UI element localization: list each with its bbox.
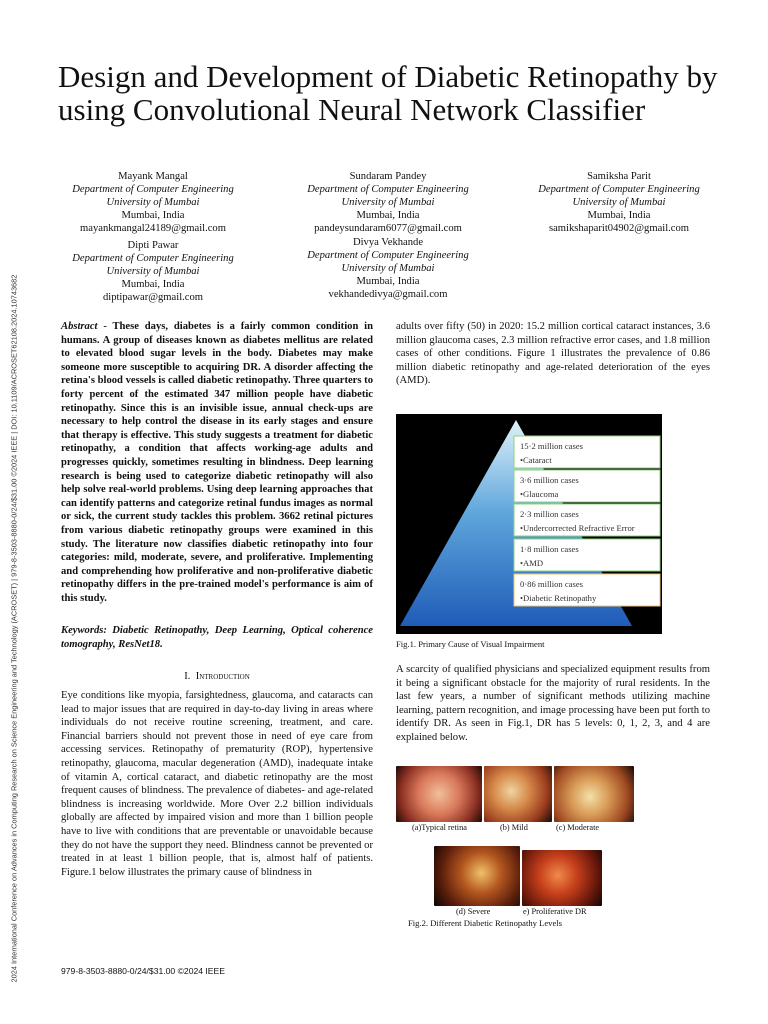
section-number: I.	[184, 671, 191, 682]
panel-label-b: (b) Mild	[500, 823, 528, 832]
box-count: 1·8 million cases	[520, 544, 579, 554]
author-block-4	[58, 239, 248, 304]
figure-1-caption: Fig.1. Primary Cause of Visual Impairment	[396, 639, 545, 649]
retina-image-moderate	[554, 766, 634, 822]
author-location: Mumbai, India	[587, 210, 651, 221]
side-identifier	[6, 0, 24, 1024]
author-univ: University of Mumbai	[106, 197, 200, 208]
box-3	[514, 504, 660, 536]
author-univ: University of Mumbai	[341, 263, 435, 274]
author-name: Mayank Mangal	[118, 171, 188, 182]
box-4	[514, 539, 660, 571]
figure-1-diagram	[396, 414, 662, 634]
author-univ: University of Mumbai	[572, 197, 666, 208]
author-email: vekhandedivya@gmail.com	[328, 289, 448, 300]
box-2	[514, 470, 660, 502]
author-location: Mumbai, India	[356, 210, 420, 221]
author-block-1	[58, 170, 248, 235]
author-location: Mumbai, India	[121, 210, 185, 221]
author-location: Mumbai, India	[356, 276, 420, 287]
box-5	[514, 574, 660, 606]
author-email: samikshaparit04902@gmail.com	[548, 223, 690, 234]
right-paragraph-top: adults over fifty (50) in 2020: 15.2 million cortical cataract instances, 3.6 million glaucoma cases, 2.3 million refractive error cases, and 1.8 million cases of other conditions. Figure 1 illustrates the prevalence of 0.86 million diabetic retinopathy and age-related deterioration of the eyes (AMD).	[396, 321, 710, 387]
panel-label-d: (d) Severe	[456, 907, 491, 916]
abstract	[61, 320, 373, 605]
figure-1	[396, 414, 662, 634]
box-count: 0·86 million cases	[520, 579, 584, 589]
box-cause: •Undercorrected Refractive Error	[520, 523, 635, 533]
author-univ: University of Mumbai	[341, 197, 435, 208]
box-cause: •AMD	[520, 558, 544, 568]
right-paragraph-bottom: A scarcity of qualified physicians and specialized equipment results from it being a significant obstacle for the majority of rural residents. In the last few years, a number of significant methods utilizing machine learning, pattern recognition, and image processing have been put forth to identify DR. As seen in Fig.1, DR has 5 levels: 0, 1, 2, 3, and 4 are explained below.	[396, 664, 710, 743]
author-block-3	[522, 170, 716, 235]
author-dept: Department of Computer Engineering	[307, 184, 469, 195]
author-dept: Department of Computer Engineering	[307, 250, 469, 261]
author-block-5	[286, 236, 490, 301]
author-dept: Department of Computer Engineering	[72, 184, 234, 195]
paper-title: Design and Development of Diabetic Retinopathy by using Convolutional Neural Network Classifier	[58, 59, 718, 127]
author-univ: University of Mumbai	[106, 266, 200, 277]
intro-paragraph	[61, 689, 373, 879]
abstract-lead: Abstract	[61, 321, 98, 332]
box-cause: •Glaucoma	[520, 489, 559, 499]
author-name: Divya Vekhande	[352, 237, 424, 248]
abstract-text: - These days, diabetes is a fairly common condition in humans. A group of diseases known as diabetes mellitus are related to elevated blood sugar levels in the body. Diabetes may make someone more susceptible to acquiring DR. A disorder affecting the retina's blood vessels is called diabetic retinopathy. Three quarters to forty percent of the estimated 347 million people have diabetic retinopathy. Since this is an invisible issue, annual check-ups are necessary to help control the disease in its early stages and ensure that therapy is effective. This study suggests a treatment for diabetic retinopathy, a condition that affects working-age adults and progresses quickly, sometimes resulting in blindness. Deep learning research is being used to categorize diabetic retinopathy will also help solve real-world problems. Using deep learning approaches that can identify patterns and categorize retinal fundus images as normal or sick, the current study tackles this problem. 3662 retinal pictures from various diabetic retinopathy groups were examined in this study. The literature now classifies diabetic retinopathy into four categories: mild, moderate, severe, and proliferative. Implementing and comprehending how proliferative and non-proliferative diabetic retinopathy differs in the pre-trained model's performance is aim of this study.	[61, 321, 373, 604]
author-dept: Department of Computer Engineering	[538, 184, 700, 195]
author-email: diptipawar@gmail.com	[102, 292, 204, 303]
panel-label-a: (a)Typical retina	[412, 823, 467, 832]
keywords: Keywords: Diabetic Retinopathy, Deep Learning, Optical coherence tomography, ResNet18.	[61, 625, 373, 650]
retina-image-typical	[396, 766, 482, 822]
author-dept: Department of Computer Engineering	[72, 253, 234, 264]
footer-copyright: 979-8-3503-8880-0/24/$31.00 ©2024 IEEE	[61, 966, 226, 976]
box-1	[514, 436, 660, 468]
box-count: 15·2 million cases	[520, 441, 584, 451]
figure-2-caption: Fig.2. Different Diabetic Retinopathy Levels	[408, 918, 563, 928]
panel-label-e: e) Proliferative DR	[523, 907, 587, 916]
author-block-2	[286, 170, 490, 235]
doi-side-note: 2024 International Conference on Advances in Computing Research on Science Engineering and Technology (ACROSET) | 979-8-3503-8880-0/24/$31.00 ©2024 IEEE | DOI: 10.1109/ACROSET62108.2024.10743682	[9, 274, 19, 983]
retina-image-severe	[434, 846, 520, 906]
author-name: Samiksha Parit	[587, 171, 651, 182]
intro-text: Eye conditions like myopia, farsightedness, glaucoma, and cataracts can lead to major issues that are required in day-to-day living in areas where individuals do not receive routine screening, treatment, and care. Financial barriers should not prevent those in need of eye care from accessing services. Retinopathy of prematurity (ROP), hypertensive retinopathy, glaucoma, macular degeneration (AMD), inadequate intake of vitamin A, cortical cataract, and diabetic retinopathy are the most frequent causes of blindness. The prevalence of diabetes- and age-related blindness is increasing worldwide. More Over 2.2 billion individuals globally are affected by impaired vision and more than 1 billion people have to live with conditions that are preventable or unavoidable because they do not have the support they need. Blindness cannot be prevented or treated in at least 1 billion people, that is, almost half of patients. Figure.1 below illustrates the primary cause of blindness in	[61, 690, 373, 878]
section-heading	[61, 671, 373, 682]
panel-label-c: (c) Moderate	[556, 823, 600, 832]
author-email: pandeysundaram6077@gmail.com	[314, 223, 462, 234]
author-email: mayankmangal24189@gmail.com	[80, 223, 226, 234]
retina-image-mild	[484, 766, 552, 822]
author-name: Sundaram Pandey	[349, 171, 427, 182]
box-cause: •Diabetic Retinopathy	[520, 593, 597, 603]
author-name: Dipti Pawar	[127, 240, 179, 251]
section-title: Introduction	[195, 671, 250, 682]
author-location: Mumbai, India	[121, 279, 185, 290]
box-cause: •Cataract	[520, 455, 552, 465]
retina-image-proliferative	[522, 850, 602, 906]
box-count: 3·6 million cases	[520, 475, 579, 485]
box-count: 2·3 million cases	[520, 509, 579, 519]
